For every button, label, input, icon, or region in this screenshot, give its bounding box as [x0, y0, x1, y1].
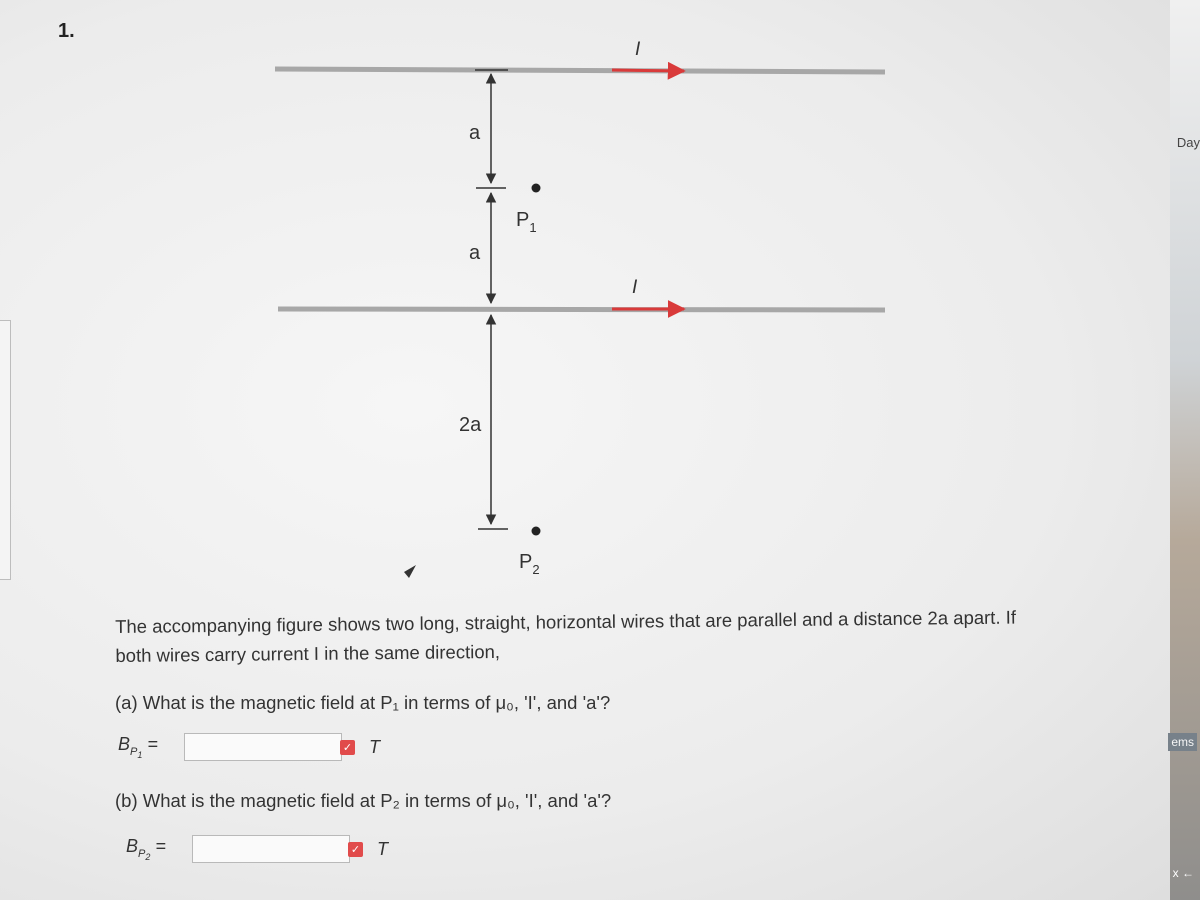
top-wire	[275, 69, 885, 72]
answer-row-b	[126, 835, 388, 863]
top-current-arrow	[612, 70, 684, 71]
answer-b-input[interactable]	[192, 835, 350, 863]
side-day-text: Day	[1176, 135, 1200, 150]
side-ems-tab[interactable]: ems	[1168, 733, 1197, 751]
answer-a-label: $B_{P_1}$ =	[118, 734, 158, 760]
bottom-wire	[278, 309, 885, 310]
question-part-a: (a) What is the magnetic field at P₁ in terms of μ₀, 'I', and 'a'?	[115, 692, 611, 713]
point-p2-letter: P	[519, 551, 533, 573]
dim-label-a-lower: a	[469, 242, 481, 264]
right-side-window	[1170, 0, 1200, 900]
answer-row-a	[118, 733, 380, 761]
point-p1-letter: P	[516, 209, 530, 231]
dim-label-2a: 2a	[459, 414, 482, 436]
point-p2-label	[519, 551, 540, 577]
point-p1-label	[516, 209, 537, 235]
side-close-icon[interactable]: x ←	[1172, 866, 1194, 880]
mouse-cursor-icon	[404, 565, 416, 578]
answer-b-check-icon: ✓	[348, 842, 363, 857]
point-p1-dot	[532, 184, 541, 193]
dim-label-a-upper: a	[469, 122, 481, 144]
answer-a-check-icon: ✓	[340, 740, 355, 755]
point-p1-sub: 1	[529, 220, 537, 235]
current-label-bottom: I	[632, 277, 638, 298]
answer-b-unit: T	[377, 838, 388, 859]
question-part-b: (b) What is the magnetic field at P₂ in terms of μ₀, 'I', and 'a'?	[115, 790, 612, 811]
point-p2-dot	[532, 527, 541, 536]
current-label-top: I	[635, 39, 641, 60]
point-p2-sub: 2	[532, 562, 540, 577]
answer-a-unit: T	[369, 736, 380, 757]
answer-a-input[interactable]	[184, 733, 342, 761]
question-intro: The accompanying figure shows two long, straight, horizontal wires that are parallel and a distance 2a apart. If both wires carry current I in the same direction,	[115, 606, 1017, 666]
question-number: 1.	[58, 20, 75, 42]
answer-b-label: $B_{P_2}$ =	[126, 836, 166, 862]
